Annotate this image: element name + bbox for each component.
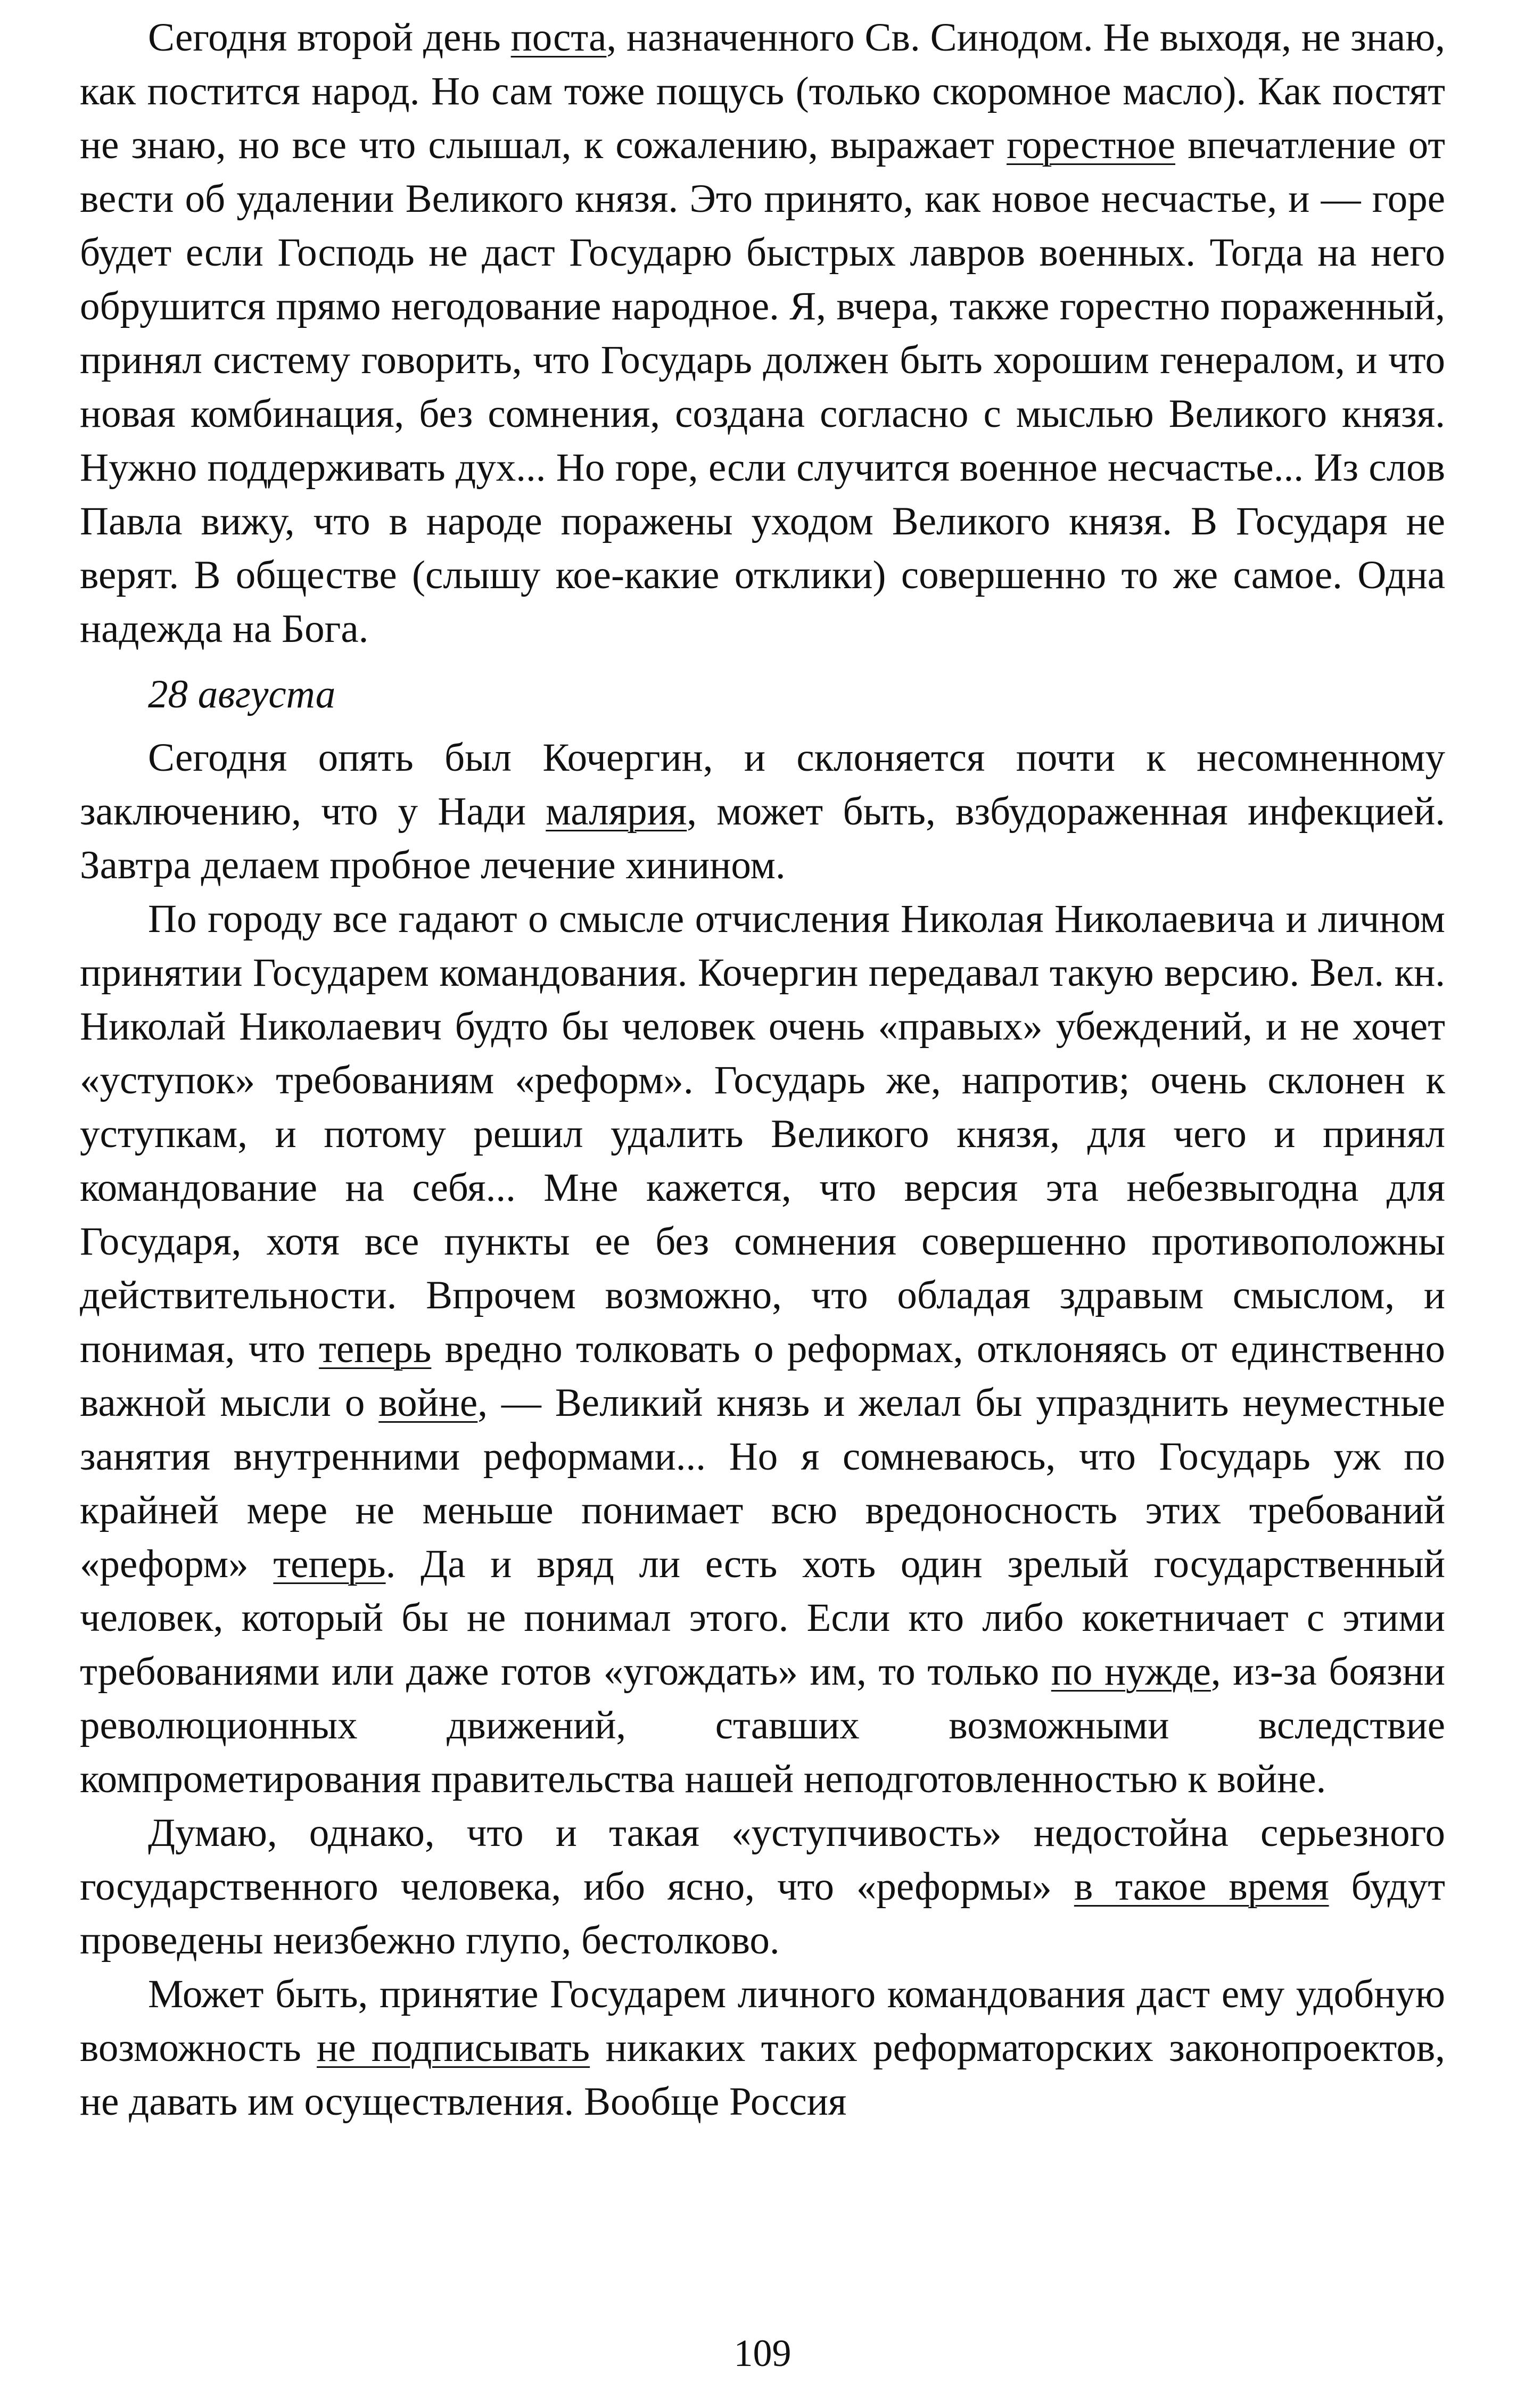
paragraph [80, 731, 1445, 892]
text-run: Сегодня второй день [148, 15, 511, 60]
page-body [80, 11, 1445, 2129]
entry-28-august [80, 731, 1445, 2129]
text-run: будут проведены неизбежно глупо, бестолково. [80, 1865, 1446, 1962]
page-number: 109 [733, 2332, 792, 2374]
text-run: Сегодня опять был Кочергин, и склоняется почти к несомненному заключению, что у Нади [80, 736, 1445, 834]
underlined-text: малярия [546, 789, 687, 834]
underlined-text: поста [510, 15, 607, 60]
entry-27-august [80, 11, 1445, 656]
text-run: . Да и вряд ли есть хоть один зрелый государственный человек, который бы не понимал этого. Если кто либо кокетничает с этими требованиями или даже готов «угождать» им, то только [80, 1542, 1445, 1694]
underlined-text: по нужде [1051, 1650, 1211, 1694]
underlined-text: горестное [1007, 123, 1176, 167]
text-run: , — Великий князь и желал бы упразднить неуместные занятия внутренними реформами... Но я сомневаюсь, что Государь уж по крайней мере не меньше понимает всю вредоносность этих требований «реформ» [80, 1381, 1445, 1586]
underlined-text: войне [378, 1381, 478, 1425]
underlined-text: не подписывать [317, 2026, 590, 2070]
text-run: Думаю, однако, что и такая «уступчивость» недостойна серьезного государственного человека, ибо ясно, что «реформы» [80, 1811, 1445, 1909]
text-run: Может быть, принятие Государем личного командования даст ему удобную возможность [80, 1972, 1445, 2070]
text-run: По городу все гадают о смысле отчисления Николая Николаевича и личном принятии Государем командования. Кочергин передавал такую версию. Вел. кн. Николай Николаевич будто бы человек очень «правых» убеждений, и не хочет «уступок» требованиям «реформ». Государь же, напротив; очень склонен к уступкам, и потому решил удалить Великого князя, для чего и принял командование на себя... Мне кажется, что версия эта небезвыгодна для Государя, хотя все пункты ее без сомнения совершенно противоположны действительности. Впрочем возможно, что обладая здравым смыслом, и понимая, что [80, 897, 1445, 1371]
underlined-text: в такое время [1074, 1865, 1329, 1909]
text-run: , из-за боязни революционных движений, ставших возможными вследствие компрометирования правительства нашей неподготовленностью к войне. [80, 1650, 1445, 1801]
underlined-text: теперь [319, 1327, 432, 1371]
paragraph [80, 1967, 1445, 2129]
underlined-text: теперь [273, 1542, 386, 1586]
paragraph [80, 11, 1445, 656]
text-run: вредно толковать о реформах, отклоняясь от единственно важной мысли о [80, 1327, 1445, 1425]
text-run: , назначенного Св. Синодом. Не выходя, не знаю, как постится народ. Но сам тоже пощусь (только скоромное масло). Как постят не знаю, но все что слышал, к сожалению, выражает [80, 15, 1445, 167]
date-heading: 28 августа [148, 672, 336, 716]
text-run: , может быть, взбудораженная инфекцией. Завтра делаем пробное лечение хинином. [80, 789, 1445, 887]
paragraph [80, 892, 1445, 1806]
text-run: впечатление от вести об удалении Великого князя. Это принято, как новое несчастье, и — горе будет если Господь не даст Государю быстрых лавров военных. Тогда на него обрушится прямо негодование народное. Я, вчера, также горестно пораженный, принял систему говорить, что Государь должен быть хорошим генералом, и что новая комбинация, без сомнения, создана согласно с мыслью Великого князя. Нужно поддерживать дух... Но горе, если случится военное несчастье... Из слов Павла вижу, что в народе поражены уходом Великого князя. В Государя не верят. В обществе (слышу кое-какие отклики) совершенно то же самое. Одна надежда на Бога. [80, 123, 1445, 651]
paragraph [80, 1806, 1445, 1967]
text-run: никаких таких реформаторских законопроектов, не давать им осуществления. Вообще Россия [80, 2026, 1446, 2124]
